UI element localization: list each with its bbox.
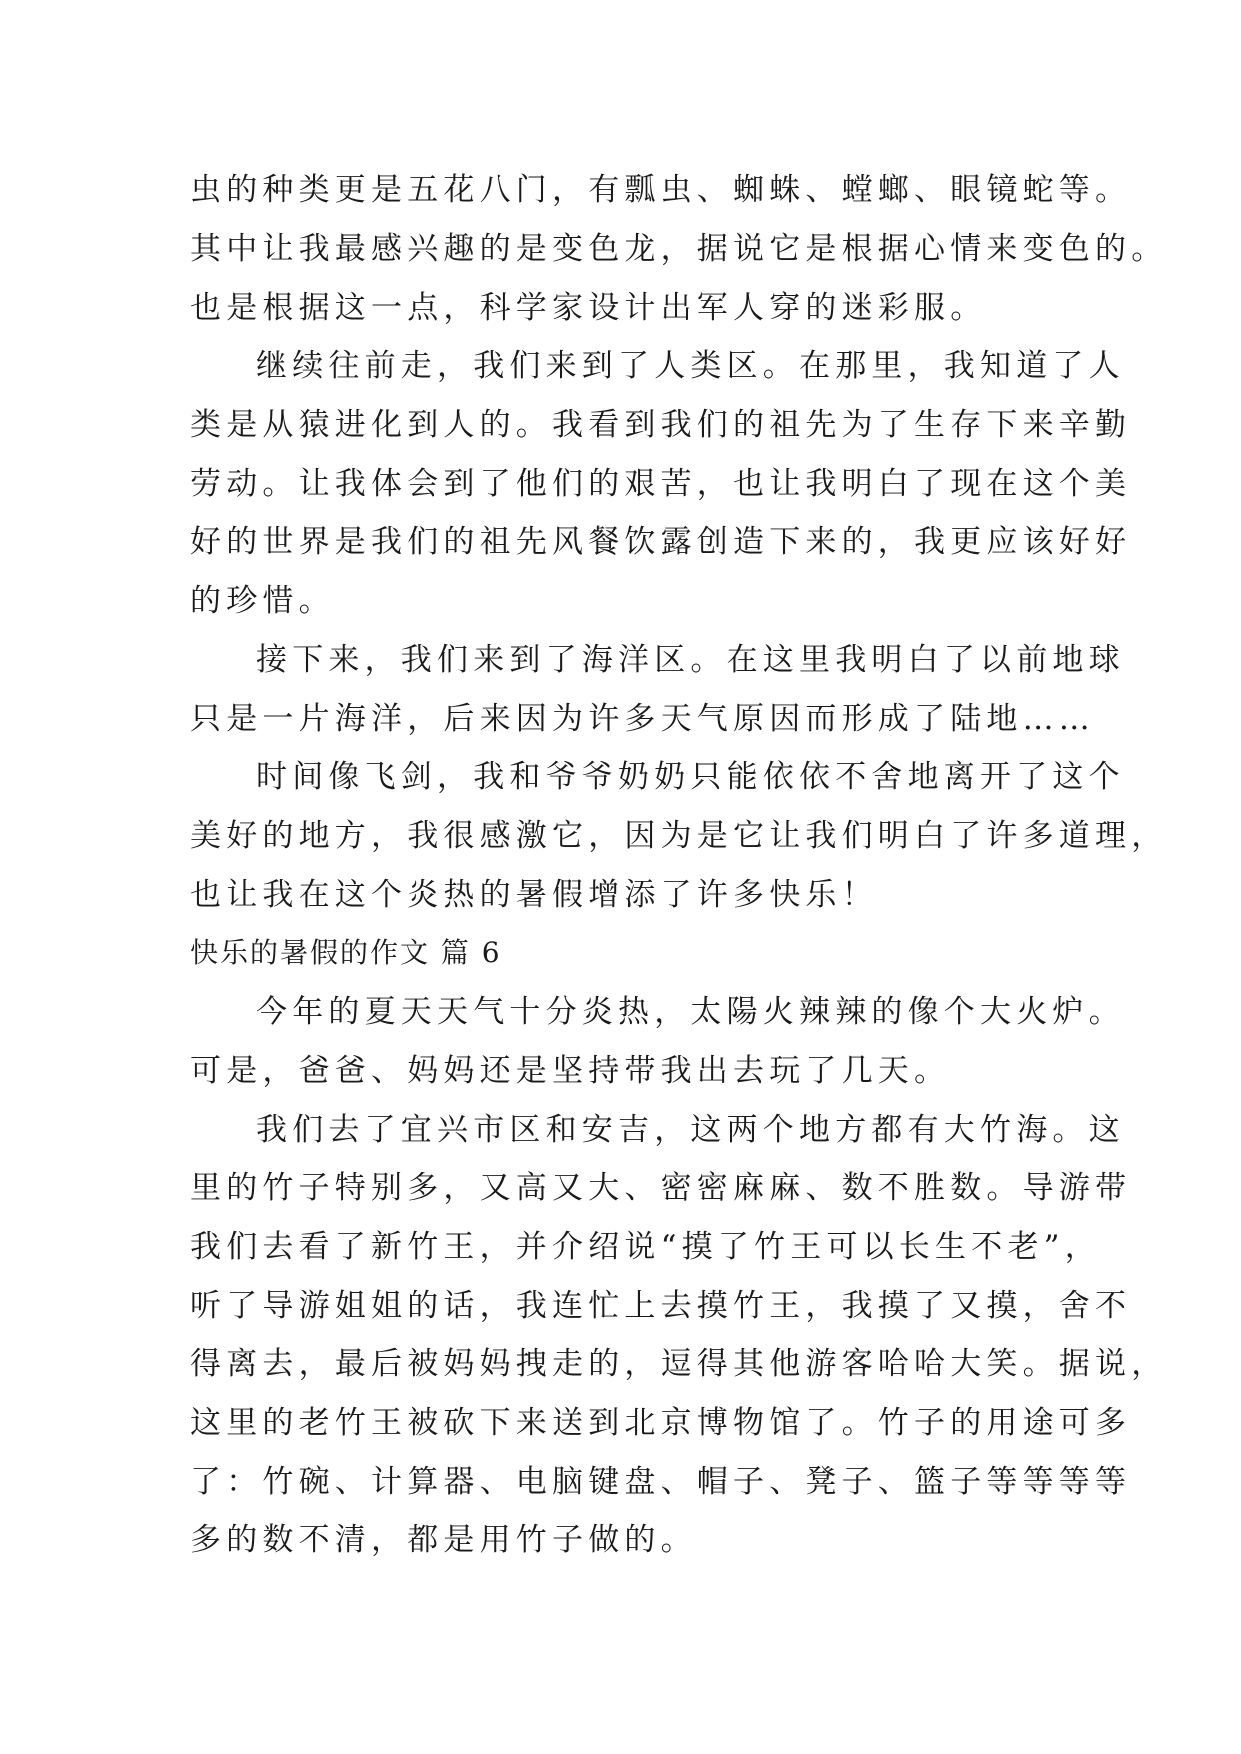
text-line: 只是一片海洋，后来因为许多天气原因而形成了陆地……: [190, 701, 1095, 737]
section-heading: 快乐的暑假的作文 篇 6: [190, 936, 502, 969]
text-line: 多的数不清，都是用竹子做的。: [190, 1522, 697, 1558]
text-line: 得离去，最后被妈妈拽走的，逗得其他游客哈哈大笑。据说，: [190, 1346, 1168, 1382]
text-line: 其中让我最感兴趣的是变色龙，据说它是根据心情来变色的。: [190, 231, 1168, 267]
text-line: 里的竹子特别多，又高又大、密密麻麻、数不胜数。导游带: [190, 1170, 1132, 1206]
paragraph-first-line: 继续往前走，我们来到了人类区。在那里，我知道了人: [256, 348, 1125, 384]
text-line: 的珍惜。: [190, 583, 335, 619]
text-line: 劳动。让我体会到了他们的艰苦，也让我明白了现在这个美: [190, 466, 1132, 502]
text-line: 可是，爸爸、妈妈还是坚持带我出去玩了几天。: [190, 1053, 951, 1089]
paragraph-first-line: 今年的夏天天气十分炎热，太陽火辣辣的像个大火炉。: [256, 994, 1125, 1030]
text-line: 我们去看了新竹王，并介绍说“摸了竹王可以长生不老”，: [190, 1229, 1101, 1265]
paragraph-first-line: 接下来，我们来到了海洋区。在这里我明白了以前地球: [256, 642, 1125, 678]
paragraph-first-line: 我们去了宜兴市区和安吉，这两个地方都有大竹海。这: [256, 1112, 1125, 1148]
paragraph-first-line: 时间像飞剑，我和爷爷奶奶只能依依不舍地离开了这个: [256, 759, 1125, 795]
text-line: 了：竹碗、计算器、电脑键盘、帽子、凳子、篮子等等等等: [190, 1464, 1132, 1500]
text-line: 也是根据这一点，科学家设计出军人穿的迷彩服。: [190, 290, 987, 326]
text-line: 类是从猿进化到人的。我看到我们的祖先为了生存下来辛勤: [190, 407, 1132, 443]
text-line: 美好的地方，我很感激它，因为是它让我们明白了许多道理，: [190, 818, 1168, 854]
text-line: 也让我在这个炎热的暑假增添了许多快乐！: [190, 877, 878, 913]
text-line: 好的世界是我们的祖先风餐饮露创造下来的，我更应该好好: [190, 524, 1132, 560]
text-line: 这里的老竹王被砍下来送到北京博物馆了。竹子的用途可多: [190, 1405, 1132, 1441]
text-line: 听了导游姐姐的话，我连忙上去摸竹王，我摸了又摸，舍不: [190, 1288, 1132, 1324]
text-line: 虫的种类更是五花八门，有瓢虫、蜘蛛、螳螂、眼镜蛇等。: [190, 172, 1132, 208]
